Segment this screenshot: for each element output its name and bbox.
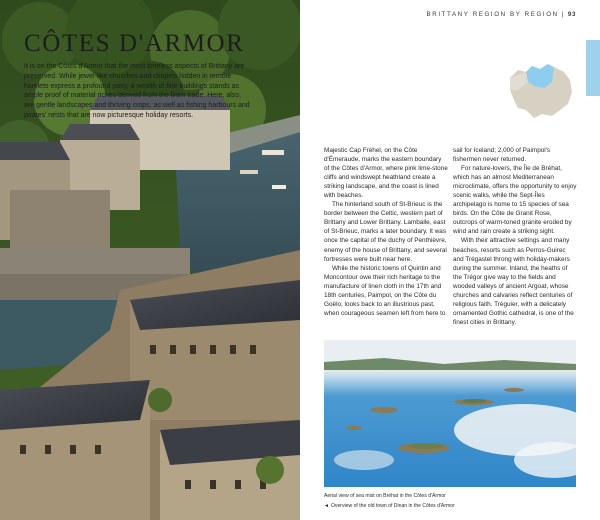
body-paragraph: For nature-lovers, the Île de Bréhat, which has an almost Mediterranean microclimate, offers the opportunity to enjoy scenic walks, while the Sept-Îles archipelago is home to 15 species of sea birds. On the Côte de Granit Rose, outcrops of warm-toned granite eroded by wind and rain create a striking sight.	[453, 165, 577, 236]
body-paragraph: While the historic towns of Quintin and Moncontour owe their rich heritage to the manufacture of linen cloth in the 17th and 18th centuries, Paimpol, on the Côte du Goëlo, looks back to an illustrious past, when courageous seamen left from here to	[324, 264, 446, 317]
body-column-2	[453, 146, 577, 327]
body-paragraph: With their attractive settings and many beaches, resorts such as Perros-Guirec and Trégastel throng with holiday-makers during the summer. Inland, the heaths of the Trégor give way to the fields and wooded valleys of ancient Argoat, whose churches and calvaries reflect centuries of religious faith. Tréguier, with a delicately ornamented Gothic cathedral, is one of the finest cities in Brittany.	[453, 237, 574, 326]
running-title: BRITTANY REGION BY REGION	[426, 11, 559, 18]
body-paragraph: sail for Iceland; 2,000 of Paimpol's fishermen never returned.	[453, 147, 551, 164]
running-head-separator: |	[561, 11, 565, 18]
body-column-1	[324, 146, 448, 318]
caption-aerial: Aerial view of sea mist on Bréhat in the Côtes d'Armor	[324, 493, 446, 499]
page-title: CÔTES D'ARMOR	[24, 30, 245, 57]
left-arrow-icon: ◄	[324, 503, 329, 509]
intro-paragraph: It is on the Côtes d'Armor that the most timeless aspects of Brittany are preserved. While jewel-like churches and chapels hidden in remote hamlets express a profound piety, a wealth of fine buildings stands as ample proof of material riches derived from the linen trade. Here, also, are gentle landscapes and thriving crops, as well as fishing harbours and pirates' nests that are now picturesque holiday resorts.	[24, 63, 250, 119]
body-paragraph: Majestic Cap Fréhel, on the Côte d'Émeraude, marks the eastern boundary of the Côtes d'Armor, where pink lime-stone cliffs and windswept heathland create a striking landscape, and the coast is lined with beaches.	[324, 147, 448, 200]
page-number: 93	[567, 11, 576, 18]
caption-dinan	[324, 503, 455, 509]
body-paragraph: The hinterland south of St-Brieuc is the border between the Celtic, western part of Brittany and Lower Brittany. Lamballe, east of St-Brieuc, marks a later boundary. It was once the capital of the duchy of Penthièvre, enemy of the house of Brittany, and several fortresses were built near here.	[324, 201, 447, 263]
section-tab	[586, 40, 600, 96]
running-head	[427, 11, 576, 18]
caption-dinan-text: Overview of the old town of Dinan in the Côtes d'Armor	[330, 503, 455, 509]
brehat-aerial-photo	[324, 340, 576, 487]
brittany-locator-map-icon	[508, 60, 574, 120]
